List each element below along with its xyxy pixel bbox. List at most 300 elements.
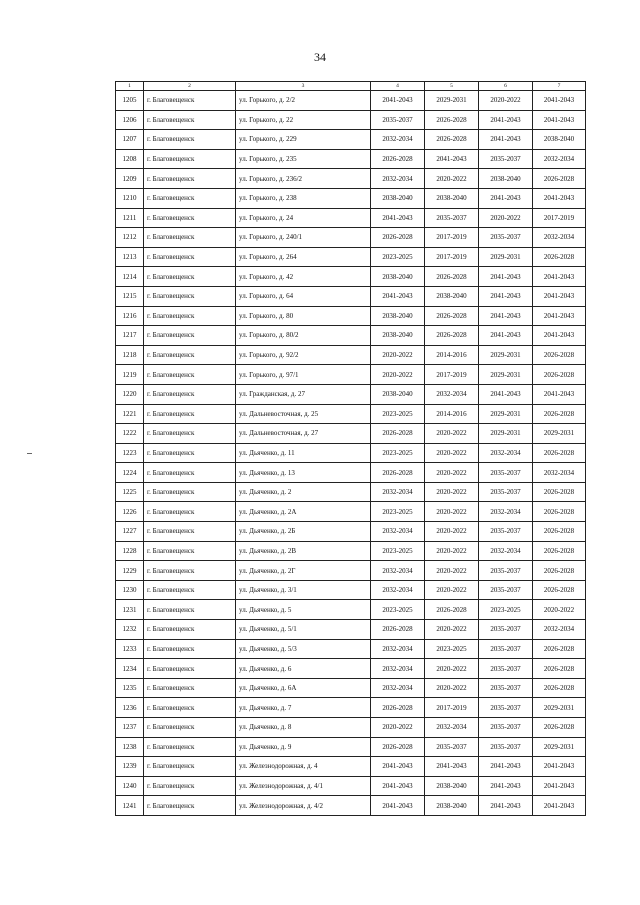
cell-period-2: 2032-2034 [425,384,479,404]
cell-settlement: г. Благовещенск [144,267,236,287]
cell-period-1: 2026-2028 [371,620,425,640]
cell-period-4: 2026-2028 [533,443,586,463]
cell-settlement: г. Благовещенск [144,169,236,189]
cell-period-1: 2038-2040 [371,384,425,404]
cell-settlement: г. Благовещенск [144,463,236,483]
cell-period-1: 2032-2034 [371,639,425,659]
cell-period-2: 2020-2022 [425,522,479,542]
cell-period-2: 2041-2043 [425,757,479,777]
cell-settlement: г. Благовещенск [144,130,236,150]
cell-period-3: 2023-2025 [479,600,533,620]
table-row [116,326,586,346]
margin-mark [27,453,32,454]
cell-settlement: г. Благовещенск [144,757,236,777]
table-row [116,580,586,600]
cell-address: ул. Дьяченко, д. 2В [236,541,371,561]
cell-settlement: г. Благовещенск [144,600,236,620]
cell-period-2: 2038-2040 [425,796,479,816]
cell-period-2: 2020-2022 [425,424,479,444]
cell-settlement: г. Благовещенск [144,580,236,600]
cell-period-4: 2032-2034 [533,463,586,483]
cell-period-4: 2026-2028 [533,659,586,679]
cell-period-4: 2041-2043 [533,110,586,130]
cell-settlement: г. Благовещенск [144,620,236,640]
cell-settlement: г. Благовещенск [144,659,236,679]
cell-address: ул. Горького, д. 64 [236,286,371,306]
cell-number: 1210 [116,188,144,208]
cell-period-4: 2041-2043 [533,188,586,208]
cell-period-1: 2026-2028 [371,698,425,718]
cell-period-1: 2041-2043 [371,91,425,111]
cell-number: 1211 [116,208,144,228]
cell-address: ул. Гражданская, д. 27 [236,384,371,404]
cell-period-4: 2026-2028 [533,522,586,542]
table-row [116,306,586,326]
cell-period-2: 2017-2019 [425,698,479,718]
cell-period-1: 2026-2028 [371,228,425,248]
cell-period-1: 2023-2025 [371,541,425,561]
cell-settlement: г. Благовещенск [144,404,236,424]
table-row [116,91,586,111]
table-row [116,384,586,404]
cell-period-2: 2017-2019 [425,247,479,267]
cell-period-2: 2020-2022 [425,541,479,561]
cell-settlement: г. Благовещенск [144,188,236,208]
cell-period-2: 2026-2028 [425,306,479,326]
cell-number: 1205 [116,91,144,111]
cell-period-1: 2020-2022 [371,365,425,385]
cell-period-3: 2035-2037 [479,678,533,698]
cell-address: ул. Горького, д. 24 [236,208,371,228]
cell-settlement: г. Благовещенск [144,424,236,444]
cell-address: ул. Горького, д. 235 [236,149,371,169]
cell-address: ул. Дьяченко, д. 13 [236,463,371,483]
cell-period-3: 2041-2043 [479,776,533,796]
table-row [116,424,586,444]
cell-number: 1219 [116,365,144,385]
cell-address: ул. Железнодорожная, д. 4/1 [236,776,371,796]
cell-address: ул. Железнодорожная, д. 4 [236,757,371,777]
cell-period-3: 2041-2043 [479,286,533,306]
cell-period-2: 2020-2022 [425,463,479,483]
cell-period-1: 2041-2043 [371,757,425,777]
cell-settlement: г. Благовещенск [144,384,236,404]
cell-period-4: 2032-2034 [533,228,586,248]
cell-address: ул. Горького, д. 264 [236,247,371,267]
column-header: 1 [116,82,144,91]
cell-number: 1214 [116,267,144,287]
data-table [115,81,586,816]
cell-period-3: 2035-2037 [479,639,533,659]
cell-number: 1228 [116,541,144,561]
cell-period-1: 2020-2022 [371,718,425,738]
cell-period-2: 2020-2022 [425,678,479,698]
cell-period-4: 2038-2040 [533,130,586,150]
cell-address: ул. Горького, д. 22 [236,110,371,130]
cell-settlement: г. Благовещенск [144,561,236,581]
column-header: 3 [236,82,371,91]
cell-address: ул. Дьяченко, д. 2А [236,502,371,522]
table-row [116,659,586,679]
cell-period-1: 2038-2040 [371,326,425,346]
cell-period-2: 2017-2019 [425,228,479,248]
cell-address: ул. Дьяченко, д. 2 [236,482,371,502]
cell-period-4: 2041-2043 [533,306,586,326]
cell-number: 1222 [116,424,144,444]
cell-address: ул. Дьяченко, д. 5 [236,600,371,620]
cell-number: 1226 [116,502,144,522]
cell-period-2: 2020-2022 [425,482,479,502]
cell-settlement: г. Благовещенск [144,228,236,248]
cell-period-4: 2029-2031 [533,424,586,444]
table-row [116,776,586,796]
cell-period-3: 2029-2031 [479,345,533,365]
cell-period-1: 2032-2034 [371,482,425,502]
column-header: 2 [144,82,236,91]
cell-period-4: 2026-2028 [533,580,586,600]
cell-period-2: 2020-2022 [425,561,479,581]
cell-period-3: 2035-2037 [479,482,533,502]
cell-period-3: 2035-2037 [479,620,533,640]
cell-address: ул. Дьяченко, д. 3/1 [236,580,371,600]
table-row [116,247,586,267]
cell-period-2: 2026-2028 [425,267,479,287]
cell-address: ул. Дальневосточная, д. 25 [236,404,371,424]
cell-settlement: г. Благовещенск [144,776,236,796]
table-row [116,169,586,189]
cell-period-1: 2038-2040 [371,188,425,208]
table-row [116,522,586,542]
cell-period-2: 2014-2016 [425,404,479,424]
cell-period-1: 2026-2028 [371,149,425,169]
cell-settlement: г. Благовещенск [144,796,236,816]
cell-settlement: г. Благовещенск [144,149,236,169]
cell-period-2: 2032-2034 [425,718,479,738]
cell-period-2: 2026-2028 [425,600,479,620]
table-row [116,228,586,248]
cell-period-1: 2041-2043 [371,208,425,228]
table-header-row [116,82,586,91]
cell-settlement: г. Благовещенск [144,286,236,306]
table-row [116,365,586,385]
cell-period-4: 2041-2043 [533,796,586,816]
cell-period-3: 2041-2043 [479,130,533,150]
cell-period-1: 2032-2034 [371,580,425,600]
cell-period-1: 2026-2028 [371,737,425,757]
cell-settlement: г. Благовещенск [144,698,236,718]
cell-period-2: 2020-2022 [425,659,479,679]
cell-settlement: г. Благовещенск [144,639,236,659]
cell-settlement: г. Благовещенск [144,110,236,130]
cell-number: 1209 [116,169,144,189]
cell-period-1: 2038-2040 [371,267,425,287]
cell-period-4: 2032-2034 [533,620,586,640]
cell-period-2: 2020-2022 [425,620,479,640]
cell-period-4: 2026-2028 [533,169,586,189]
cell-period-4: 2026-2028 [533,345,586,365]
cell-period-3: 2035-2037 [479,149,533,169]
cell-period-2: 2029-2031 [425,91,479,111]
cell-period-2: 2041-2043 [425,149,479,169]
cell-period-4: 2026-2028 [533,365,586,385]
cell-period-3: 2035-2037 [479,737,533,757]
cell-period-1: 2032-2034 [371,169,425,189]
column-header: 5 [425,82,479,91]
table-row [116,796,586,816]
cell-period-1: 2032-2034 [371,678,425,698]
cell-period-2: 2026-2028 [425,130,479,150]
cell-period-3: 2035-2037 [479,463,533,483]
cell-period-1: 2035-2037 [371,110,425,130]
cell-period-1: 2026-2028 [371,424,425,444]
table-row [116,188,586,208]
cell-address: ул. Дьяченко, д. 8 [236,718,371,738]
cell-period-4: 2041-2043 [533,384,586,404]
table-row [116,502,586,522]
cell-period-1: 2023-2025 [371,600,425,620]
cell-address: ул. Дальневосточная, д. 27 [236,424,371,444]
cell-period-4: 2020-2022 [533,600,586,620]
cell-number: 1230 [116,580,144,600]
cell-address: ул. Дьяченко, д. 2Г [236,561,371,581]
cell-period-3: 2035-2037 [479,659,533,679]
cell-period-4: 2026-2028 [533,678,586,698]
cell-period-2: 2038-2040 [425,286,479,306]
cell-number: 1208 [116,149,144,169]
cell-number: 1213 [116,247,144,267]
cell-settlement: г. Благовещенск [144,541,236,561]
cell-period-4: 2026-2028 [533,639,586,659]
table-row [116,404,586,424]
cell-period-3: 2029-2031 [479,404,533,424]
cell-address: ул. Дьяченко, д. 5/3 [236,639,371,659]
cell-number: 1218 [116,345,144,365]
cell-number: 1215 [116,286,144,306]
table-row [116,443,586,463]
cell-period-2: 2038-2040 [425,188,479,208]
cell-settlement: г. Благовещенск [144,306,236,326]
cell-period-4: 2026-2028 [533,502,586,522]
cell-settlement: г. Благовещенск [144,482,236,502]
table-row [116,718,586,738]
table-row [116,286,586,306]
table-row [116,149,586,169]
cell-settlement: г. Благовещенск [144,737,236,757]
cell-number: 1241 [116,796,144,816]
cell-address: ул. Дьяченко, д. 5/1 [236,620,371,640]
cell-period-3: 2020-2022 [479,208,533,228]
table-row [116,482,586,502]
table-row [116,600,586,620]
cell-number: 1207 [116,130,144,150]
column-header: 7 [533,82,586,91]
cell-period-1: 2023-2025 [371,404,425,424]
cell-period-1: 2041-2043 [371,796,425,816]
cell-period-3: 2041-2043 [479,188,533,208]
cell-address: ул. Горького, д. 236/2 [236,169,371,189]
cell-period-1: 2032-2034 [371,130,425,150]
cell-settlement: г. Благовещенск [144,345,236,365]
cell-period-3: 2035-2037 [479,698,533,718]
table-row [116,267,586,287]
cell-period-4: 2026-2028 [533,718,586,738]
cell-period-2: 2038-2040 [425,776,479,796]
cell-number: 1216 [116,306,144,326]
cell-period-1: 2032-2034 [371,522,425,542]
cell-period-3: 2020-2022 [479,91,533,111]
cell-number: 1232 [116,620,144,640]
cell-period-3: 2038-2040 [479,169,533,189]
cell-period-4: 2041-2043 [533,267,586,287]
cell-settlement: г. Благовещенск [144,522,236,542]
table-row [116,639,586,659]
cell-address: ул. Горького, д. 240/1 [236,228,371,248]
cell-period-2: 2035-2037 [425,208,479,228]
cell-period-4: 2041-2043 [533,91,586,111]
cell-settlement: г. Благовещенск [144,208,236,228]
cell-period-2: 2020-2022 [425,169,479,189]
cell-address: ул. Горького, д. 80 [236,306,371,326]
cell-settlement: г. Благовещенск [144,502,236,522]
cell-address: ул. Железнодорожная, д. 4/2 [236,796,371,816]
cell-settlement: г. Благовещенск [144,365,236,385]
cell-period-2: 2035-2037 [425,737,479,757]
cell-number: 1235 [116,678,144,698]
cell-period-2: 2020-2022 [425,580,479,600]
cell-period-4: 2026-2028 [533,404,586,424]
cell-period-1: 2041-2043 [371,286,425,306]
table-row [116,678,586,698]
table-row [116,463,586,483]
cell-settlement: г. Благовещенск [144,91,236,111]
cell-period-3: 2032-2034 [479,443,533,463]
table-row [116,541,586,561]
cell-number: 1227 [116,522,144,542]
column-header: 6 [479,82,533,91]
cell-period-3: 2032-2034 [479,502,533,522]
cell-period-1: 2023-2025 [371,443,425,463]
cell-address: ул. Дьяченко, д. 2Б [236,522,371,542]
table-row [116,757,586,777]
cell-number: 1220 [116,384,144,404]
cell-period-2: 2026-2028 [425,326,479,346]
cell-period-3: 2029-2031 [479,424,533,444]
table-row [116,698,586,718]
cell-period-1: 2020-2022 [371,345,425,365]
cell-period-3: 2035-2037 [479,580,533,600]
table-body [116,91,586,816]
cell-address: ул. Дьяченко, д. 6А [236,678,371,698]
cell-period-3: 2035-2037 [479,522,533,542]
cell-period-3: 2032-2034 [479,541,533,561]
cell-period-1: 2023-2025 [371,502,425,522]
column-header: 4 [371,82,425,91]
cell-number: 1212 [116,228,144,248]
cell-number: 1224 [116,463,144,483]
cell-settlement: г. Благовещенск [144,718,236,738]
cell-number: 1221 [116,404,144,424]
cell-period-3: 2041-2043 [479,110,533,130]
table-row [116,620,586,640]
table-row [116,130,586,150]
cell-address: ул. Горького, д. 97/1 [236,365,371,385]
cell-period-3: 2029-2031 [479,247,533,267]
cell-number: 1234 [116,659,144,679]
cell-settlement: г. Благовещенск [144,326,236,346]
cell-address: ул. Горького, д. 238 [236,188,371,208]
page-number: 34 [314,50,326,64]
cell-period-1: 2026-2028 [371,463,425,483]
cell-period-4: 2041-2043 [533,326,586,346]
cell-period-2: 2017-2019 [425,365,479,385]
cell-number: 1240 [116,776,144,796]
cell-number: 1239 [116,757,144,777]
cell-period-3: 2041-2043 [479,796,533,816]
cell-number: 1233 [116,639,144,659]
cell-number: 1238 [116,737,144,757]
cell-period-1: 2041-2043 [371,776,425,796]
cell-address: ул. Горького, д. 2/2 [236,91,371,111]
cell-period-4: 2041-2043 [533,286,586,306]
cell-address: ул. Дьяченко, д. 7 [236,698,371,718]
cell-address: ул. Горького, д. 42 [236,267,371,287]
cell-period-1: 2032-2034 [371,659,425,679]
cell-address: ул. Дьяченко, д. 6 [236,659,371,679]
cell-period-4: 2026-2028 [533,541,586,561]
cell-period-1: 2032-2034 [371,561,425,581]
cell-period-3: 2029-2031 [479,365,533,385]
cell-period-4: 2041-2043 [533,776,586,796]
cell-address: ул. Горького, д. 229 [236,130,371,150]
table-row [116,110,586,130]
table-row [116,345,586,365]
cell-number: 1225 [116,482,144,502]
cell-period-3: 2041-2043 [479,267,533,287]
cell-address: ул. Дьяченко, д. 11 [236,443,371,463]
cell-period-4: 2026-2028 [533,561,586,581]
cell-address: ул. Горького, д. 80/2 [236,326,371,346]
cell-number: 1223 [116,443,144,463]
cell-period-4: 2032-2034 [533,149,586,169]
cell-period-2: 2020-2022 [425,502,479,522]
cell-period-2: 2023-2025 [425,639,479,659]
cell-period-3: 2035-2037 [479,718,533,738]
cell-period-4: 2029-2031 [533,698,586,718]
table-row [116,561,586,581]
cell-period-3: 2041-2043 [479,384,533,404]
cell-settlement: г. Благовещенск [144,678,236,698]
cell-number: 1236 [116,698,144,718]
cell-period-4: 2029-2031 [533,737,586,757]
cell-settlement: г. Благовещенск [144,247,236,267]
cell-address: ул. Дьяченко, д. 9 [236,737,371,757]
table-row [116,208,586,228]
cell-period-4: 2017-2019 [533,208,586,228]
cell-period-3: 2035-2037 [479,561,533,581]
cell-number: 1237 [116,718,144,738]
cell-number: 1206 [116,110,144,130]
cell-period-2: 2020-2022 [425,443,479,463]
cell-period-4: 2041-2043 [533,757,586,777]
cell-number: 1229 [116,561,144,581]
table-row [116,737,586,757]
cell-period-3: 2041-2043 [479,326,533,346]
cell-address: ул. Горького, д. 92/2 [236,345,371,365]
cell-settlement: г. Благовещенск [144,443,236,463]
cell-period-2: 2026-2028 [425,110,479,130]
cell-period-1: 2023-2025 [371,247,425,267]
cell-period-2: 2014-2016 [425,345,479,365]
